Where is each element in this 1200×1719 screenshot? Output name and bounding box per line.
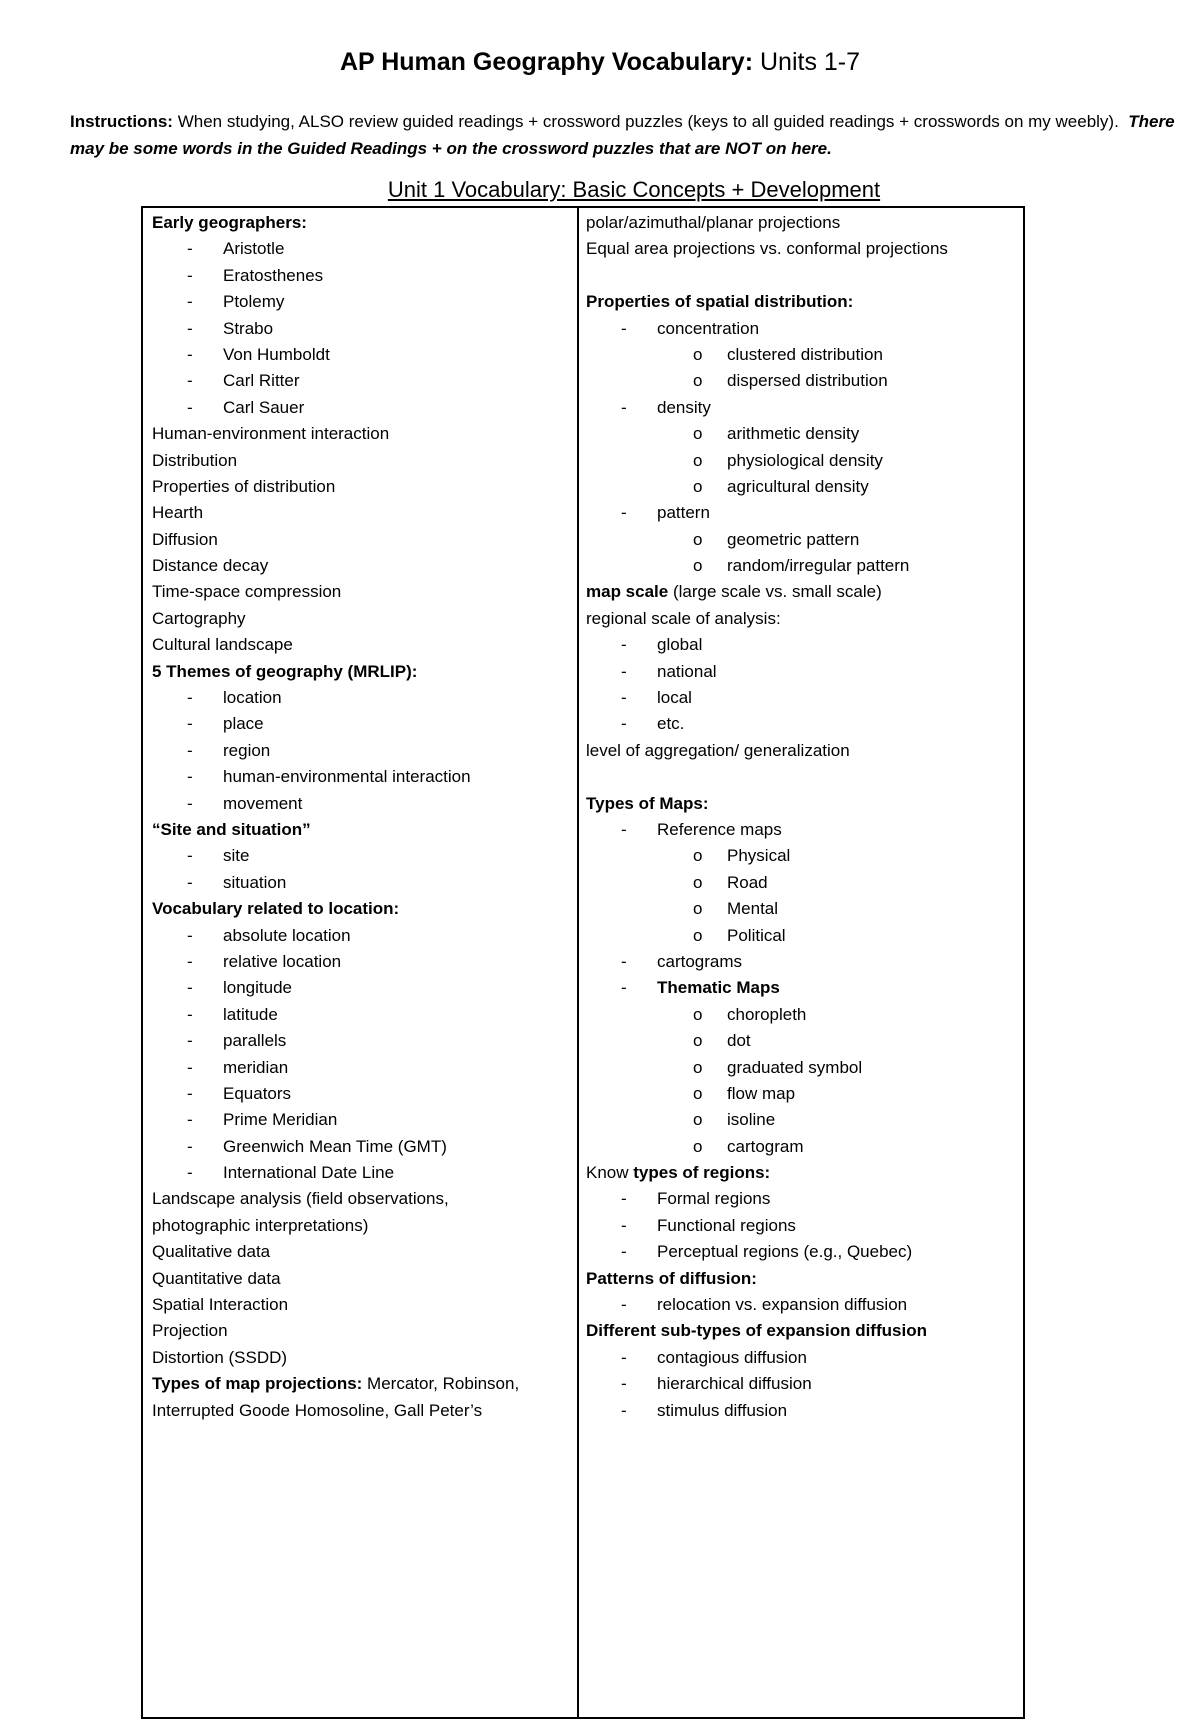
circle-bullet-icon: o — [693, 371, 703, 391]
item-text: regional scale of analysis: — [586, 608, 781, 628]
item-text: 5 Themes of geography (MRLIP): — [152, 661, 418, 681]
item-text: Hearth — [152, 503, 204, 523]
dash-bullet-icon: - — [621, 661, 627, 681]
list-item — [152, 975, 572, 1001]
list-item — [152, 870, 572, 896]
list-item — [586, 896, 1016, 922]
list-item — [586, 975, 1016, 1001]
dash-bullet-icon: - — [187, 265, 193, 285]
list-item — [586, 738, 1016, 764]
dash-bullet-icon: - — [621, 635, 627, 655]
list-item — [586, 421, 1016, 447]
dash-bullet-icon: - — [187, 767, 193, 787]
unit-title: Unit 1 Vocabulary: Basic Concepts + Development — [387, 177, 881, 202]
dash-bullet-icon: - — [187, 846, 193, 866]
list-item — [152, 263, 572, 289]
list-item — [152, 474, 572, 500]
list-item — [586, 1107, 1016, 1133]
dash-bullet-icon: - — [621, 503, 627, 523]
item-text: Road — [727, 872, 768, 892]
list-item — [152, 1213, 572, 1239]
item-text: agricultural density — [727, 476, 869, 496]
list-item — [586, 579, 1016, 605]
dash-bullet-icon: - — [187, 951, 193, 971]
item-text: random/irregular pattern — [727, 556, 910, 576]
instructions-label: Instructions: — [70, 112, 173, 131]
item-text: Reference maps — [657, 819, 782, 839]
item-text: Thematic Maps — [657, 978, 780, 998]
list-item — [152, 342, 572, 368]
list-item — [586, 1002, 1016, 1028]
list-item — [586, 843, 1016, 869]
circle-bullet-icon: o — [693, 899, 703, 919]
item-suffix: (large scale vs. small scale) — [668, 582, 882, 602]
list-item — [152, 579, 572, 605]
list-item — [152, 1318, 572, 1344]
dash-bullet-icon: - — [621, 714, 627, 734]
list-item — [586, 685, 1016, 711]
list-item — [152, 1266, 572, 1292]
list-item — [152, 368, 572, 394]
item-text: geometric pattern — [727, 529, 860, 549]
list-item — [152, 1107, 572, 1133]
dash-bullet-icon: - — [621, 397, 627, 417]
list-item — [152, 1292, 572, 1318]
list-item — [152, 236, 572, 262]
dash-bullet-icon: - — [187, 318, 193, 338]
list-item — [152, 738, 572, 764]
item-text: Properties of distribution — [152, 476, 336, 496]
item-text: global — [657, 635, 703, 655]
list-item — [586, 263, 1016, 289]
dash-bullet-icon: - — [187, 793, 193, 813]
item-text: Carl Sauer — [223, 397, 305, 417]
item-text: photographic interpretations) — [152, 1215, 369, 1235]
list-item — [586, 606, 1016, 632]
dash-bullet-icon: - — [621, 1400, 627, 1420]
item-text: Carl Ritter — [223, 371, 300, 391]
list-item — [152, 316, 572, 342]
item-text: human-environmental interaction — [223, 767, 471, 787]
list-item — [586, 289, 1016, 315]
item-suffix: Mercator, Robinson, — [362, 1374, 520, 1394]
item-text: parallels — [223, 1031, 287, 1051]
item-text: Vocabulary related to location: — [152, 899, 400, 919]
circle-bullet-icon: o — [693, 1057, 703, 1077]
item-text: stimulus diffusion — [657, 1400, 788, 1420]
dash-bullet-icon: - — [187, 344, 193, 364]
circle-bullet-icon: o — [693, 1110, 703, 1130]
item-text: pattern — [657, 503, 710, 523]
dash-bullet-icon: - — [187, 978, 193, 998]
dash-bullet-icon: - — [621, 1189, 627, 1209]
item-text: Types of Maps: — [586, 793, 709, 813]
list-item — [152, 791, 572, 817]
list-item — [152, 553, 572, 579]
item-text: map scale — [586, 582, 669, 602]
list-item — [586, 1081, 1016, 1107]
dash-bullet-icon: - — [187, 925, 193, 945]
item-text: dispersed distribution — [727, 371, 888, 391]
left-column — [152, 210, 572, 1424]
dash-bullet-icon: - — [187, 1057, 193, 1077]
dash-bullet-icon: - — [187, 872, 193, 892]
list-item — [586, 1055, 1016, 1081]
item-text: Patterns of diffusion: — [586, 1268, 757, 1288]
dash-bullet-icon: - — [187, 1110, 193, 1130]
circle-bullet-icon: o — [693, 1136, 703, 1156]
list-item — [152, 711, 572, 737]
item-text: Projection — [152, 1321, 228, 1341]
item-text: longitude — [223, 978, 293, 998]
list-item — [152, 1239, 572, 1265]
item-text: local — [657, 688, 692, 708]
list-item — [586, 659, 1016, 685]
list-item — [586, 817, 1016, 843]
list-item — [152, 1345, 572, 1371]
list-item — [152, 632, 572, 658]
item-text: flow map — [727, 1083, 796, 1103]
list-item — [152, 421, 572, 447]
list-item — [152, 817, 572, 843]
list-item — [152, 448, 572, 474]
page-title — [0, 44, 1200, 80]
item-text: Spatial Interaction — [152, 1295, 289, 1315]
dash-bullet-icon: - — [187, 1083, 193, 1103]
dash-bullet-icon: - — [187, 239, 193, 259]
item-text: latitude — [223, 1004, 278, 1024]
item-text: Prime Meridian — [223, 1110, 338, 1130]
item-text: cartogram — [727, 1136, 804, 1156]
item-text: Qualitative data — [152, 1242, 271, 1262]
dash-bullet-icon: - — [621, 1242, 627, 1262]
item-text: Time-space compression — [152, 582, 342, 602]
list-item — [152, 949, 572, 975]
dash-bullet-icon: - — [187, 371, 193, 391]
item-text: Cultural landscape — [152, 635, 293, 655]
dash-bullet-icon: - — [187, 292, 193, 312]
dash-bullet-icon: - — [621, 951, 627, 971]
list-item — [586, 791, 1016, 817]
list-item — [586, 553, 1016, 579]
item-text: Diffusion — [152, 529, 218, 549]
list-item — [586, 632, 1016, 658]
dash-bullet-icon: - — [621, 819, 627, 839]
item-text: Greenwich Mean Time (GMT) — [223, 1136, 447, 1156]
circle-bullet-icon: o — [693, 925, 703, 945]
list-item — [586, 1371, 1016, 1397]
list-item — [586, 1239, 1016, 1265]
dash-bullet-icon: - — [187, 1004, 193, 1024]
list-item — [586, 870, 1016, 896]
list-item — [152, 923, 572, 949]
circle-bullet-icon: o — [693, 424, 703, 444]
item-text: contagious diffusion — [657, 1347, 807, 1367]
dash-bullet-icon: - — [621, 1347, 627, 1367]
list-item — [586, 764, 1016, 790]
item-text: graduated symbol — [727, 1057, 863, 1077]
item-text: Mental — [727, 899, 779, 919]
item-text: site — [223, 846, 250, 866]
list-item — [586, 1160, 1016, 1186]
list-item — [586, 316, 1016, 342]
dash-bullet-icon: - — [187, 714, 193, 734]
list-item — [152, 606, 572, 632]
circle-bullet-icon: o — [693, 450, 703, 470]
circle-bullet-icon: o — [693, 1004, 703, 1024]
dash-bullet-icon: - — [621, 318, 627, 338]
dash-bullet-icon: - — [187, 740, 193, 760]
item-text: dot — [727, 1031, 751, 1051]
item-text: movement — [223, 793, 303, 813]
circle-bullet-icon: o — [693, 556, 703, 576]
circle-bullet-icon: o — [693, 476, 703, 496]
right-column — [586, 210, 1016, 1424]
item-text: Equators — [223, 1083, 292, 1103]
item-text: Interrupted Goode Homosoline, Gall Peter’s — [152, 1400, 483, 1420]
item-text: location — [223, 688, 282, 708]
list-item — [152, 1028, 572, 1054]
list-item — [152, 500, 572, 526]
item-text: Ptolemy — [223, 292, 285, 312]
item-text: choropleth — [727, 1004, 807, 1024]
list-item — [586, 711, 1016, 737]
list-item — [152, 527, 572, 553]
item-text: types of regions: — [633, 1163, 771, 1183]
list-item — [586, 1186, 1016, 1212]
dash-bullet-icon: - — [187, 397, 193, 417]
title-rest: Units 1-7 — [759, 48, 861, 76]
item-text: “Site and situation” — [152, 819, 311, 839]
circle-bullet-icon: o — [693, 1031, 703, 1051]
dash-bullet-icon: - — [187, 688, 193, 708]
item-text: level of aggregation/ generalization — [586, 740, 850, 760]
item-text: Equal area projections vs. conformal projections — [586, 239, 948, 259]
item-text: clustered distribution — [727, 344, 883, 364]
dash-bullet-icon: - — [621, 1295, 627, 1315]
item-text: Formal regions — [657, 1189, 771, 1209]
circle-bullet-icon: o — [693, 846, 703, 866]
list-item — [586, 500, 1016, 526]
list-item — [152, 764, 572, 790]
instructions — [70, 109, 1180, 162]
item-text: Types of map projections: — [152, 1374, 363, 1394]
dash-bullet-icon: - — [187, 1136, 193, 1156]
list-item — [586, 1318, 1016, 1344]
list-item — [586, 949, 1016, 975]
item-text: etc. — [657, 714, 685, 734]
list-item — [152, 896, 572, 922]
item-prefix: Know — [586, 1163, 634, 1183]
list-item — [152, 1186, 572, 1212]
item-text: relative location — [223, 951, 342, 971]
list-item — [586, 1292, 1016, 1318]
item-text: Quantitative data — [152, 1268, 281, 1288]
item-text: Von Humboldt — [223, 344, 330, 364]
item-text: physiological density — [727, 450, 883, 470]
list-item — [152, 1134, 572, 1160]
item-text: Distortion (SSDD) — [152, 1347, 288, 1367]
item-text: concentration — [657, 318, 760, 338]
list-item — [586, 1345, 1016, 1371]
list-item — [586, 395, 1016, 421]
item-text: Political — [727, 925, 786, 945]
item-text: hierarchical diffusion — [657, 1374, 812, 1394]
dash-bullet-icon: - — [621, 1215, 627, 1235]
list-item — [586, 1028, 1016, 1054]
circle-bullet-icon: o — [693, 344, 703, 364]
item-text: Early geographers: — [152, 213, 307, 232]
list-item — [586, 527, 1016, 553]
item-text: Different sub-types of expansion diffusion — [586, 1321, 927, 1341]
item-text: International Date Line — [223, 1163, 395, 1183]
item-text: isoline — [727, 1110, 776, 1130]
list-item — [586, 448, 1016, 474]
item-text: Aristotle — [223, 239, 285, 259]
item-text: polar/azimuthal/planar projections — [586, 213, 841, 232]
column-divider — [577, 208, 579, 1717]
item-text: national — [657, 661, 717, 681]
list-item — [586, 210, 1016, 236]
item-text: absolute location — [223, 925, 351, 945]
vocab-table — [141, 206, 1025, 1719]
title-bold: AP Human Geography Vocabulary: — [339, 48, 754, 76]
list-item — [152, 659, 572, 685]
list-item — [586, 342, 1016, 368]
item-text: Distance decay — [152, 556, 269, 576]
item-text: Strabo — [223, 318, 274, 338]
list-item — [152, 843, 572, 869]
circle-bullet-icon: o — [693, 529, 703, 549]
list-item — [152, 1160, 572, 1186]
list-item — [586, 1134, 1016, 1160]
dash-bullet-icon: - — [621, 978, 627, 998]
dash-bullet-icon: - — [621, 1374, 627, 1394]
item-text: density — [657, 397, 711, 417]
item-text: Cartography — [152, 608, 246, 628]
circle-bullet-icon: o — [693, 1083, 703, 1103]
circle-bullet-icon: o — [693, 872, 703, 892]
item-text: Properties of spatial distribution: — [586, 292, 854, 312]
list-item — [586, 1398, 1016, 1424]
list-item — [586, 474, 1016, 500]
item-text: place — [223, 714, 264, 734]
list-item — [586, 368, 1016, 394]
item-text: Landscape analysis (field observations, — [152, 1189, 449, 1209]
list-item — [152, 1081, 572, 1107]
list-item — [152, 395, 572, 421]
list-item — [152, 1371, 572, 1397]
list-item — [586, 236, 1016, 262]
item-text: Functional regions — [657, 1215, 796, 1235]
list-item — [152, 210, 572, 236]
item-text: Distribution — [152, 450, 238, 470]
item-text: region — [223, 740, 271, 760]
dash-bullet-icon: - — [187, 1031, 193, 1051]
list-item — [152, 1002, 572, 1028]
item-text: cartograms — [657, 951, 743, 971]
item-text: Human-environment interaction — [152, 424, 390, 444]
dash-bullet-icon: - — [187, 1163, 193, 1183]
item-text: Perceptual regions (e.g., Quebec) — [657, 1242, 913, 1262]
item-text: Physical — [727, 846, 791, 866]
item-text: situation — [223, 872, 287, 892]
instructions-note: There may be some words in the Guided Readings + on the crossword puzzles that are NOT on here. — [70, 112, 1175, 158]
list-item — [586, 1266, 1016, 1292]
item-text: Eratosthenes — [223, 265, 324, 285]
list-item — [586, 923, 1016, 949]
list-item — [586, 1213, 1016, 1239]
list-item — [152, 1055, 572, 1081]
list-item — [152, 289, 572, 315]
list-item — [152, 685, 572, 711]
list-item — [152, 1398, 572, 1424]
item-text: arithmetic density — [727, 424, 860, 444]
item-text: meridian — [223, 1057, 289, 1077]
item-text: relocation vs. expansion diffusion — [657, 1295, 908, 1315]
dash-bullet-icon: - — [621, 688, 627, 708]
instructions-text: When studying, ALSO review guided readings + crossword puzzles (keys to all guided readings + crosswords on my weebly). — [177, 112, 1119, 131]
